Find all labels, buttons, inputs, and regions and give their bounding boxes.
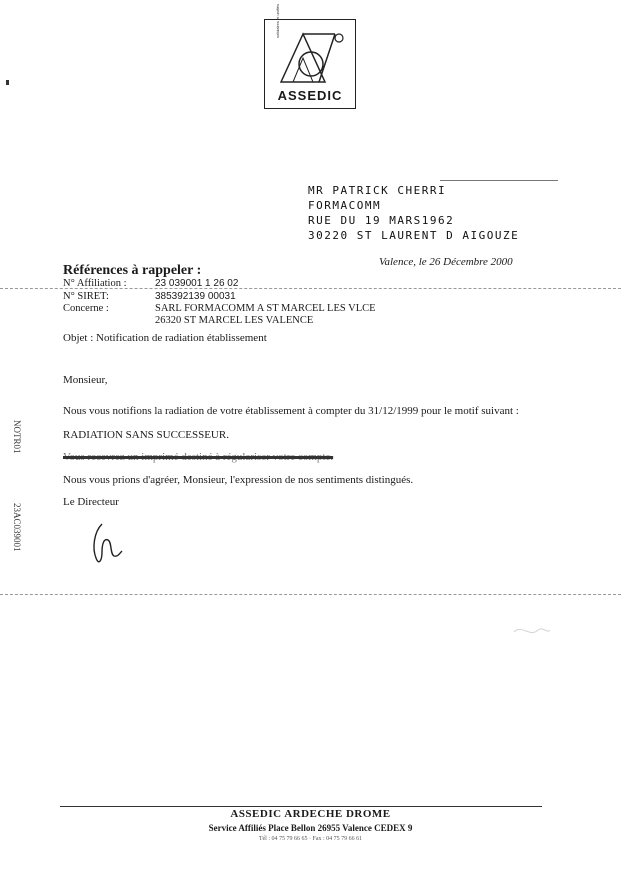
salutation: Monsieur, [63, 374, 108, 386]
logo-tagline: solidaires et unifiés [275, 3, 280, 38]
ref-affiliation-row [0, 278, 621, 292]
paragraph-1: Nous vous notifions la radiation de votre établissement à compter du 31/12/1999 pour le motif suivant : [63, 405, 519, 417]
logo-name: ASSEDIC [277, 88, 343, 103]
assedic-logo [264, 3, 356, 109]
letter-date: Valence, le 26 Décembre 2000 [379, 256, 513, 268]
recipient-line-3: RUE DU 19 MARS1962 [308, 214, 455, 227]
margin-mark [6, 80, 9, 85]
closing: Nous vous prions d'agréer, Monsieur, l'expression de nos sentiments distingués. [63, 474, 414, 486]
footer-title: ASSEDIC ARDECHE DROME [230, 808, 391, 820]
fold-line-bottom [0, 594, 621, 595]
logo-mark-icon [273, 28, 349, 86]
recipient-line-4: 30220 ST LAURENT D AIGOUZE [308, 229, 520, 242]
faint-stamp [512, 622, 552, 640]
signature-icon [88, 520, 138, 570]
affiliation-label: N° Affiliation : [63, 278, 127, 289]
affiliation-value: 23 039001 1 26 02 [155, 278, 239, 289]
side-code-1: NOTR01 [12, 420, 22, 454]
recipient-line-1: MR PATRICK CHERRI [308, 184, 447, 197]
footer-rule [60, 806, 542, 807]
siret-value: 385392139 00031 [155, 291, 236, 302]
concerne-line-2: 26320 ST MARCEL LES VALENCE [155, 315, 314, 326]
struck-line: Vous recevrez un imprimé destiné à régulariser votre compte. [63, 451, 334, 463]
recipient-address [308, 183, 519, 243]
concerne-line-1: SARL FORMACOMM A ST MARCEL LES VLCE [155, 303, 376, 314]
side-code-2: 23AC039001 [12, 503, 22, 552]
recipient-line-2: FORMACOMM [308, 199, 382, 212]
footer-tel: Tél : 04 75 79 66 65 · Fax : 04 75 79 66 61 [258, 836, 363, 842]
footer-address: Service Affiliés Place Bellon 26955 Valence CEDEX 9 [208, 823, 413, 833]
siret-label: N° SIRET: [63, 291, 109, 302]
objet-line: Objet : Notification de radiation établissement [63, 332, 267, 344]
address-rule [440, 180, 558, 181]
motif: RADIATION SANS SUCCESSEUR. [63, 429, 229, 441]
signatory: Le Directeur [63, 496, 119, 508]
concerne-label: Concerne : [63, 303, 109, 314]
references-title: Références à rappeler : [63, 263, 202, 278]
ref-concerne-row-2 [0, 315, 621, 329]
